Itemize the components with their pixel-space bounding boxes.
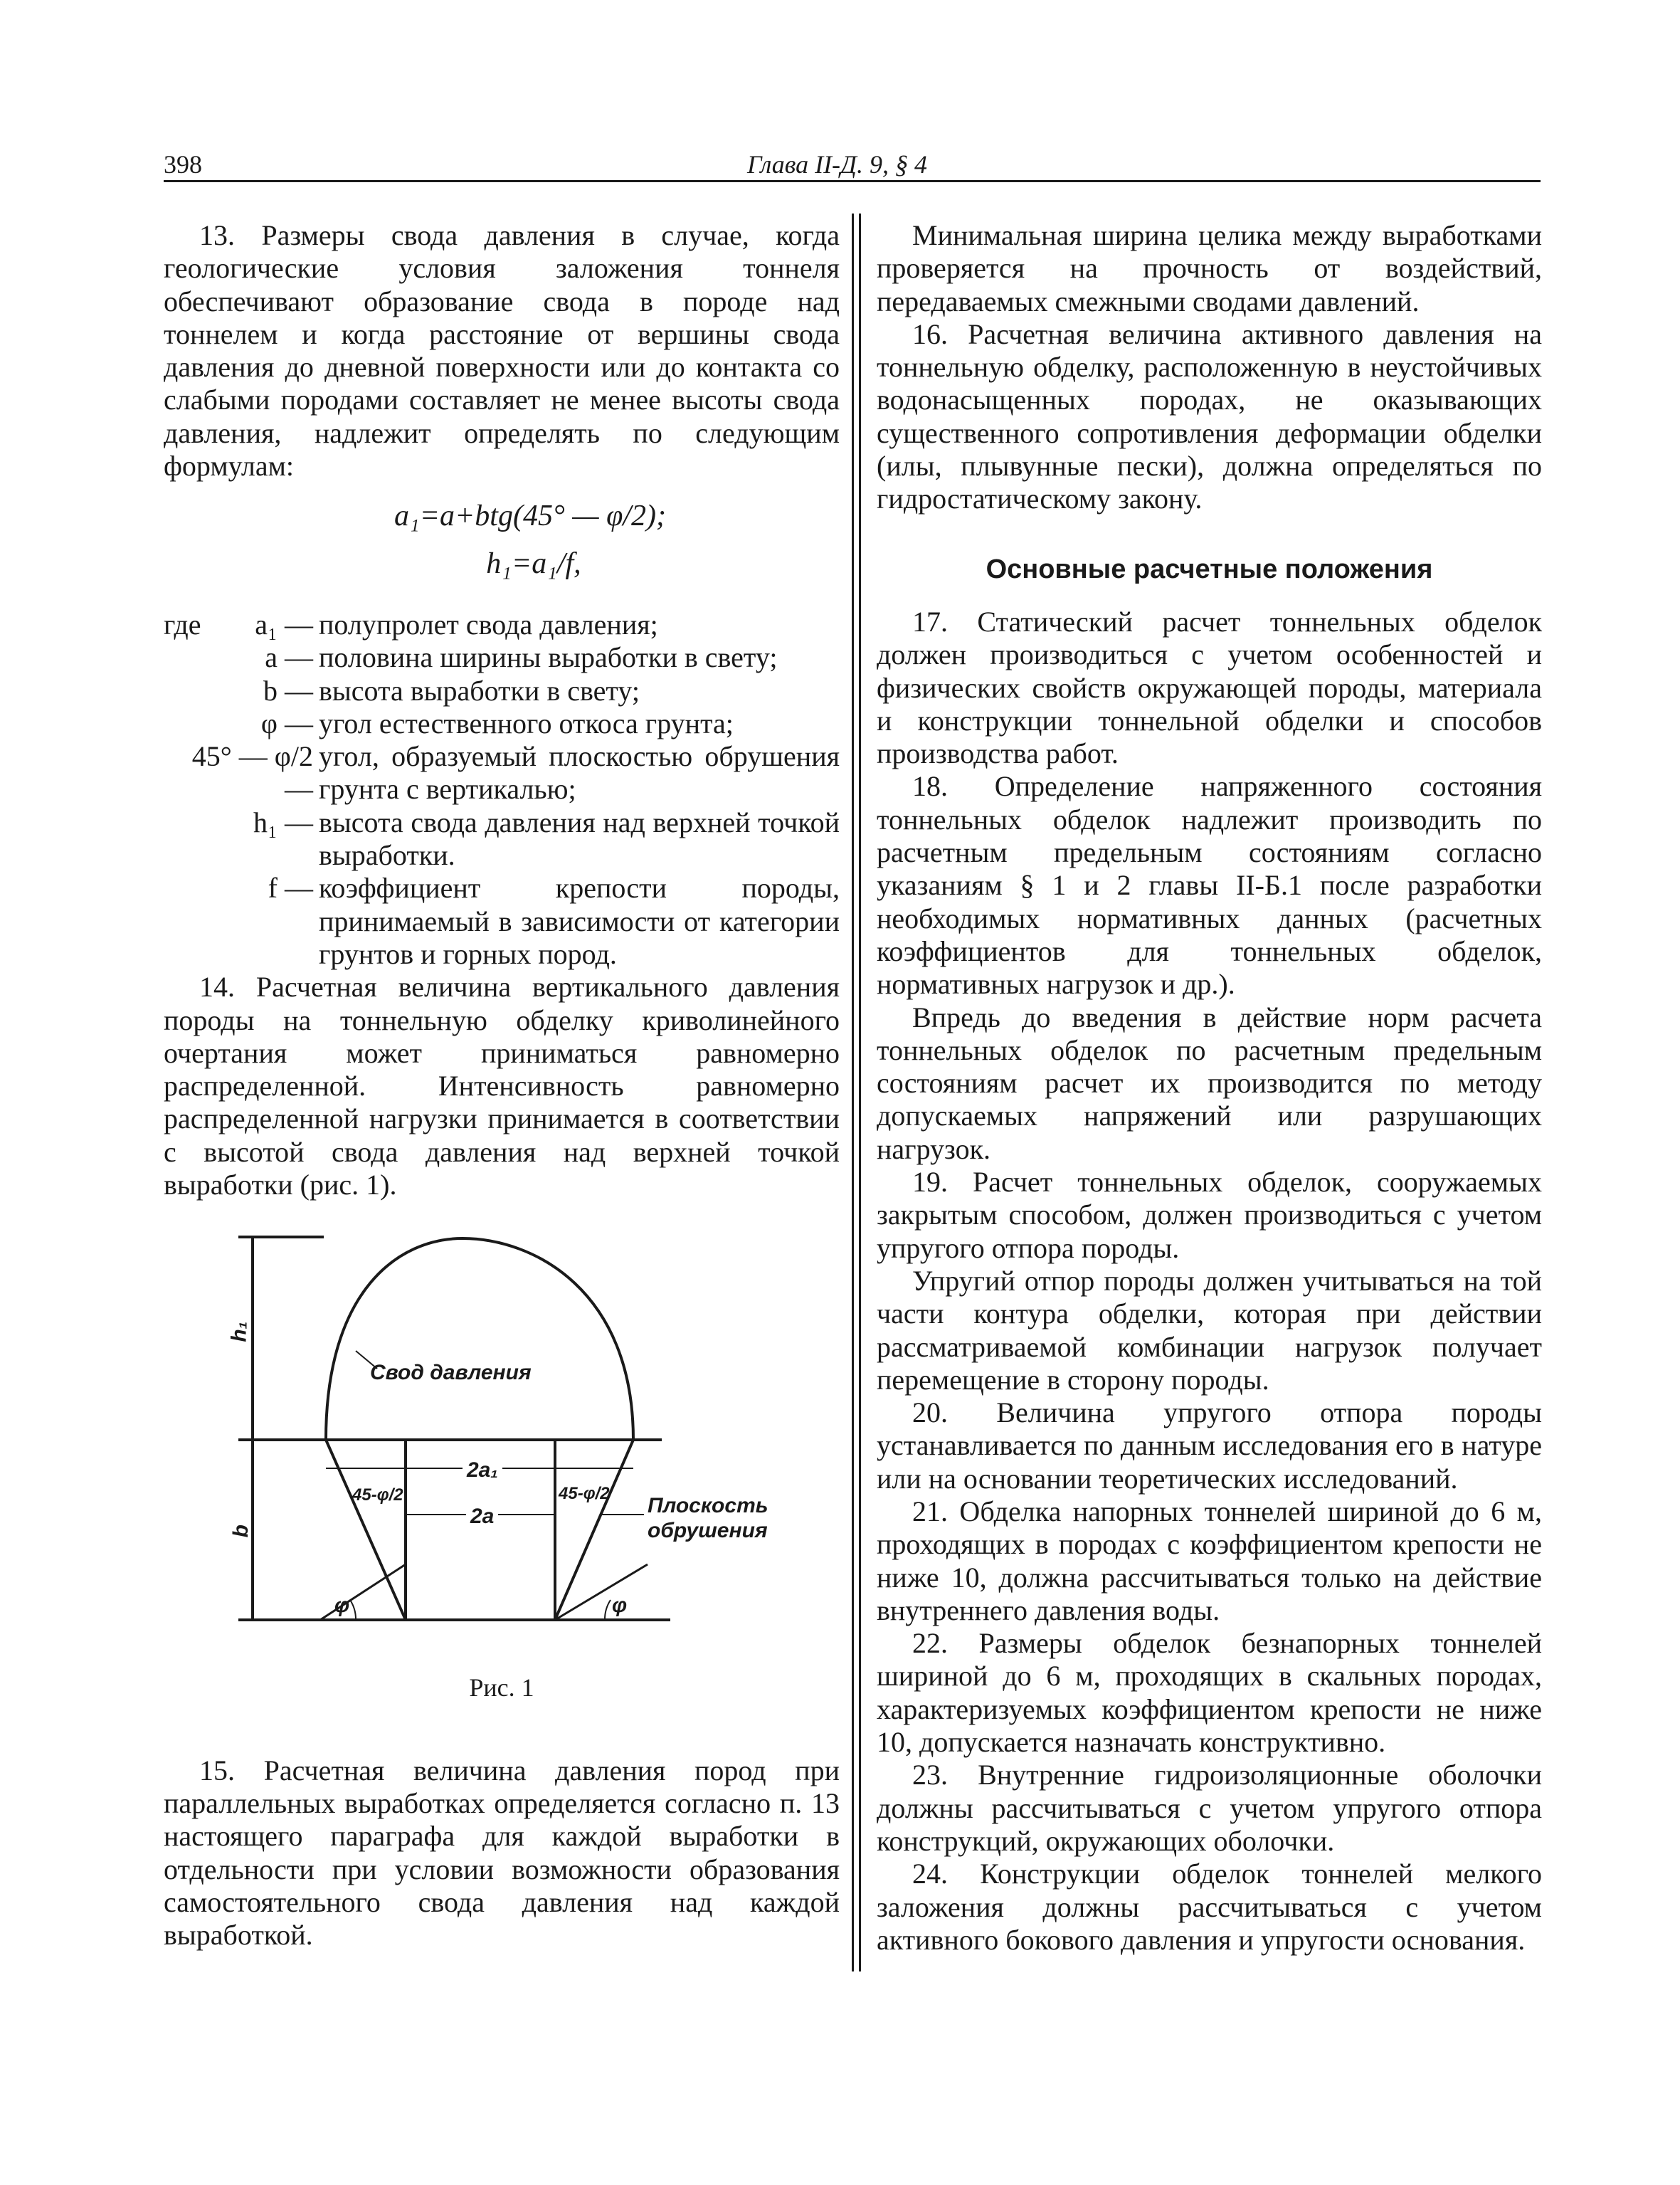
pressure-arch <box>326 1238 633 1440</box>
paragraph-23: 23. Внутренние гидроизоляционные оболочки должны рассчитываться с учетом упругого отпора конструкций, окружающих оболочки. <box>877 1759 1542 1857</box>
collapse-plane-label-1: Плоскость <box>648 1494 768 1518</box>
paragraph-13: 13. Размеры свода давления в случае, когда геологические условия заложения тоннеля обеспечивают образование свода в породе над тоннелем и когда расстояние от вершины свода давления до дневной поверхности или до контакта со слабыми породами составляет не менее высоты свода давления, надлежит определять по следующим формулам: <box>164 219 840 483</box>
column-divider-left <box>852 214 854 1971</box>
definition-text: коэффициент крепости породы, принимаемый в зависимости от категории грунтов и горных пород. <box>319 872 840 970</box>
definition-text: угол естественного откоса грунта; <box>319 707 734 739</box>
definition-text: половина ширины выработки в свету; <box>319 641 778 674</box>
header-rule <box>164 180 1541 182</box>
definition-symbol: h₁ — <box>253 806 313 838</box>
chapter-reference: Глава II-Д. 9, § 4 <box>747 150 927 179</box>
definition-phi <box>164 707 840 740</box>
paragraph-22: 22. Размеры обделок безнапорных тоннелей шириной до 6 м, проходящих в скальных породах, характеризуемых коэффициентом крепости не ниже 10, допускается назначать конструктивно. <box>877 1627 1542 1759</box>
span-2a-label: 2a <box>466 1500 498 1533</box>
paragraph-20: 20. Величина упругого отпора породы устанавливается по данным исследования его в натуре или на основании теоретических исследований. <box>877 1396 1542 1495</box>
arch-label: Свод давления <box>370 1361 532 1385</box>
formula-h1: h₁=a₁/f, <box>486 547 581 580</box>
h1-label: h₁ <box>227 1322 251 1342</box>
paragraph-min-width: Минимальная ширина целика между выработками проверяется на прочность от воздействий, передаваемых смежными сводами давлений. <box>877 219 1542 317</box>
b-label: b <box>229 1525 253 1538</box>
paragraph-21: 21. Обделка напорных тоннелей шириной до 6 м, проходящих в породах с коэффициентом крепости не ниже 10, должна рассчитываться только на действие внутреннего давления воды. <box>877 1495 1542 1626</box>
collapse-plane-label-2: обрушения <box>648 1519 768 1543</box>
definition-symbol: f — <box>268 872 313 905</box>
definitions-list <box>164 609 840 971</box>
right-column <box>877 219 1542 1957</box>
paragraph-15: 15. Расчетная величина давления пород при параллельных выработках определяется согласно п. 13 настоящего параграфа для каждой выработки в отдельности при условии возможности образования самостоятельного свода давления над каждой выработкой. <box>164 1754 840 1952</box>
definition-a <box>164 641 840 674</box>
definition-h1 <box>164 806 840 873</box>
definition-symbol: φ — <box>260 707 313 739</box>
figure-caption: Рис. 1 <box>469 1673 534 1702</box>
definition-angle <box>164 740 840 806</box>
paragraph-17: 17. Статический расчет тоннельных обделок должен производиться с учетом особенностей и физических свойств окружающей породы, материала и конструкции тоннельной обделки и способов производства работ. <box>877 605 1542 770</box>
figure-pressure-arch <box>164 1216 840 1671</box>
formula-a1: a₁=a+btg(45° — φ/2); <box>394 500 666 533</box>
paragraph-18: 18. Определение напряженного состояния тоннельных обделок надлежит производить по расчетным предельным состояниям согласно указаниям § 1 и 2 главы II-Б.1 после разработки необходимых нормативных данных (расчетных коэффициентов для тоннельных обделок, нормативных нагрузок и др.). <box>877 770 1542 1001</box>
page-number: 398 <box>164 150 202 179</box>
angle-left-label: 45-φ/2 <box>352 1485 403 1505</box>
angle-right-label: 45-φ/2 <box>559 1484 610 1504</box>
definition-f <box>164 872 840 971</box>
paragraph-14: 14. Расчетная величина вертикального давления породы на тоннельную обделку криволинейного очертания может приниматься равномерно распределенной. Интенсивность равномерно распределенной нагрузки принимается в соответствии с высотой свода давления над верхней точкой выработки (рис. 1). <box>164 971 840 1201</box>
section-title: Основные расчетные положения <box>986 554 1433 584</box>
page-header <box>164 149 1537 178</box>
definition-symbol: b — <box>263 674 313 707</box>
paragraph-19b: Упругий отпор породы должен учитываться на той части контура обделки, которая при действии рассматриваемой комбинации нагрузок получает перемещение в сторону породы. <box>877 1264 1542 1396</box>
definition-symbol: 45° — φ/2 — <box>191 740 313 806</box>
column-divider-right <box>859 214 861 1971</box>
span-2a1-label: 2a₁ <box>463 1454 502 1487</box>
paragraph-16: 16. Расчетная величина активного давления на тоннельную обделку, расположенную в неустойчивых водонасыщенных породах, не оказывающих существенного сопротивления деформации обделки (илы, плывунные пески), должна определяться по гидростатическому закону. <box>877 317 1542 515</box>
pressure-arch-diagram <box>164 1216 840 1671</box>
where-word: где <box>164 608 201 641</box>
definition-text: угол, образуемый плоскостью обрушения грунта с вертикалью; <box>319 740 840 806</box>
paragraph-19: 19. Расчет тоннельных обделок, сооружаемых закрытым способом, должен производиться с учетом упругого отпора породы. <box>877 1166 1542 1264</box>
definition-text: полупролет свода давления; <box>319 608 658 641</box>
left-column <box>164 219 840 1952</box>
paragraph-18b: Впредь до введения в действие норм расчета тоннельных обделок по расчетным предельным состояниям расчет их производится по методу допускаемых напряжений или разрушающих нагрузок. <box>877 1001 1542 1165</box>
definition-b <box>164 675 840 707</box>
phi-right-label: φ <box>612 1594 628 1618</box>
definition-symbol: a₁ — <box>255 608 313 641</box>
definition-symbol: a — <box>265 641 313 674</box>
definition-a1 <box>164 609 840 641</box>
phi-left-label: φ <box>334 1594 350 1618</box>
definition-text: высота выработки в свету; <box>319 674 640 707</box>
paragraph-24: 24. Конструкции обделок тоннелей мелкого заложения должны рассчитываться с учетом активного бокового давления и упругости основания. <box>877 1858 1542 1956</box>
definition-text: высота свода давления над верхней точкой выработки. <box>319 806 840 872</box>
